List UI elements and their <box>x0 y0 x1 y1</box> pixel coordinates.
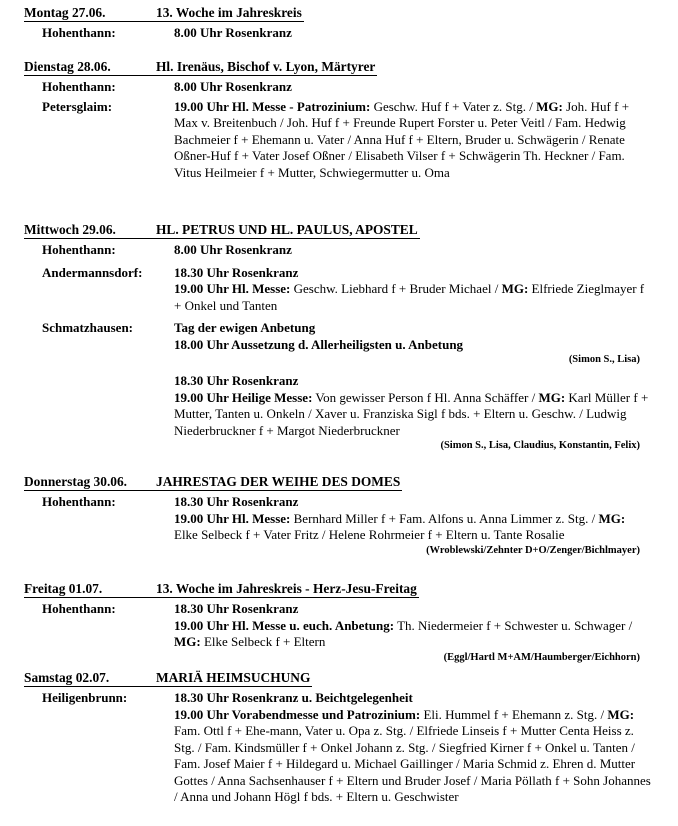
entry-line <box>174 373 652 390</box>
mg-label: MG: <box>536 98 563 114</box>
entry-content <box>174 25 652 42</box>
schedule-entry <box>24 690 664 806</box>
service-time: Tag der ewigen Anbetung <box>174 320 316 335</box>
entry-line <box>174 707 652 806</box>
schedule-entry <box>24 99 664 182</box>
service-time: 18.00 Uhr Aussetzung d. Allerheiligsten u. Anbetung <box>174 336 464 352</box>
intention-text: Geschw. Huf f + Vater z. Stg. / <box>370 98 537 114</box>
entry-content <box>174 99 652 182</box>
entry-line <box>174 99 652 182</box>
ministrants-note: (Wroblewski/Zehnter D+O/Zenger/Bichlmayer) <box>426 544 640 556</box>
mg-label: MG: <box>174 634 201 649</box>
entry-content <box>174 242 652 259</box>
day-heading <box>24 669 312 687</box>
entry-content <box>174 601 652 665</box>
service-time: 19.00 Uhr Hl. Messe - Patrozinium: <box>174 98 371 114</box>
schedule-entry <box>24 79 664 96</box>
day-heading <box>24 580 419 598</box>
entry-line <box>174 618 652 651</box>
intention-text: Karl Müller f + Mutter, Tanten u. Onkeln / Xaver u. Franziska Sigl f bds. + Eltern u. Geschw. / Ludwig Niederbruckner f + Margot Niederbruckner <box>174 389 649 438</box>
day-block <box>24 669 664 806</box>
service-time: 8.00 Uhr Rosenkranz <box>174 25 292 40</box>
place-name: Petersglaim: <box>42 98 113 114</box>
schedule-entry <box>24 601 664 665</box>
intention-text: Fam. Ottl f + Ehe-mann, Vater u. Opa z. Stg. / Elfriede Linseis f + Mutter Centa Heiss z. Stg. / Fam. Kindsmüller f + Onkel Johann z. Stg. / Siegfried Kirner f + Onkel u. Tanten / Fam. Josef Maier f + Hildegard u. Michael Gaillinger / Maria Schmid z. Ehren d. Mutter Gottes / Anna Sachsenhauser f + Eltern und Bruder Josef / Maria Pöllath f + Sohn Johannes / Anna und Johann Högl f bds. + Eltern u. Geschwister <box>174 723 651 804</box>
intention-text: Bernhard Miller f + Fam. Alfons u. Anna Limmer z. Stg. / <box>290 510 599 526</box>
entry-line <box>174 690 652 707</box>
place-name: Andermannsdorf: <box>42 264 143 280</box>
day-title: HL. PETRUS UND HL. PAULUS, APOSTEL <box>156 222 418 237</box>
service-time: 19.00 Uhr Heilige Messe: <box>174 389 313 405</box>
entry-line <box>174 242 652 259</box>
intention-text: Eli. Hummel f + Ehemann z. Stg. / <box>420 706 608 722</box>
day-heading <box>24 4 304 22</box>
intention-text: Geschw. Liebhard f + Bruder Michael / <box>290 281 502 296</box>
service-time: 8.00 Uhr Rosenkranz <box>174 242 292 257</box>
entry-content <box>174 79 652 96</box>
service-time: 19.00 Uhr Hl. Messe u. euch. Anbetung: <box>174 617 395 633</box>
place-name: Hohenthann: <box>42 79 116 94</box>
day-date: Dienstag 28.06. <box>24 59 111 74</box>
entry-line <box>174 601 652 618</box>
intention-text: Elfriede Zieglmayer f + Onkel und Tanten <box>174 281 645 313</box>
day-title: 13. Woche im Jahreskreis <box>156 5 302 20</box>
entry-line <box>174 265 652 282</box>
schedule-entry <box>24 494 664 558</box>
entry-content <box>174 320 652 367</box>
day-block <box>24 580 664 665</box>
service-time: 18.30 Uhr Rosenkranz <box>174 601 299 616</box>
entry-line <box>174 79 652 96</box>
day-title: JAHRESTAG DER WEIHE DES DOMES <box>156 474 401 489</box>
place-name: Heiligenbrunn: <box>42 690 128 705</box>
day-block <box>24 473 664 558</box>
service-time: 19.00 Uhr Vorabendmesse und Patrozinium: <box>174 706 421 722</box>
intention-text: Von gewisser Person f Hl. Anna Schäffer / <box>312 389 539 405</box>
day-date: Mittwoch 29.06. <box>24 222 116 237</box>
entry-content <box>174 690 652 806</box>
ministrants-note: (Eggl/Hartl M+AM/Haumberger/Eichhorn) <box>443 651 640 663</box>
schedule-entry <box>24 373 664 453</box>
entry-content <box>174 373 652 453</box>
schedule-entry <box>24 242 664 259</box>
place-name: Hohenthann: <box>42 494 116 509</box>
service-time: 19.00 Uhr Hl. Messe: <box>174 510 291 526</box>
day-date: Samstag 02.07. <box>24 670 110 685</box>
day-block <box>24 58 664 181</box>
place-name: Hohenthann: <box>42 242 116 257</box>
day-title: 13. Woche im Jahreskreis - Herz-Jesu-Freitag <box>156 581 417 596</box>
entry-content <box>174 494 652 558</box>
day-block <box>24 221 664 453</box>
mg-label: MG: <box>538 389 566 405</box>
entry-line <box>174 337 652 354</box>
entry-line <box>174 511 652 544</box>
mg-label: MG: <box>607 706 635 722</box>
intention-text: Elke Selbeck f + Vater Fritz / Helene Rohrmeier f + Eltern u. Tante Rosalie <box>174 527 565 542</box>
day-date: Freitag 01.07. <box>24 581 103 596</box>
service-time: 19.00 Uhr Hl. Messe: <box>174 281 291 296</box>
service-time: 8.00 Uhr Rosenkranz <box>174 79 292 94</box>
service-time: 18.30 Uhr Rosenkranz <box>174 373 299 388</box>
day-date: Montag 27.06. <box>24 5 106 20</box>
ministrants-note: (Simon S., Lisa) <box>568 354 640 365</box>
day-date: Donnerstag 30.06. <box>24 474 128 489</box>
intention-text: Joh. Huf f + Max v. Breitenbuch / Joh. Huf f + Freunde Rupert Forster u. Peter Veitl / Fam. Hedwig Bachmeier f + Ehemann u. Vater / Anna Huf f + Eltern, Bruder u. Schwägerin / Renate Oßner-Huf f + Vater Josef Oßner / Elisabeth Vilser f + Schwägerin Th. Heckner / Fam. Vitus Heilmeier f + Mutter, Schwiegermutter u. Oma <box>174 98 630 180</box>
place-name: Hohenthann: <box>42 601 116 616</box>
entry-line <box>174 281 652 314</box>
intention-text: Elke Selbeck f + Eltern <box>200 634 326 649</box>
entry-line <box>174 494 652 511</box>
mg-label: MG: <box>501 281 529 296</box>
place-name: Hohenthann: <box>42 25 116 40</box>
day-block <box>24 4 664 42</box>
mg-label: MG: <box>598 510 626 526</box>
service-time: 18.30 Uhr Rosenkranz u. Beichtgelegenheit <box>174 690 413 705</box>
day-heading <box>24 221 420 239</box>
schedule-entry <box>24 25 664 42</box>
entry-content <box>174 265 652 315</box>
schedule-entry <box>24 265 664 315</box>
place-name: Schmatzhausen: <box>42 320 134 335</box>
day-heading <box>24 473 402 491</box>
entry-line <box>174 25 652 42</box>
intention-text: Th. Niedermeier f + Schwester u. Schwager / <box>394 617 633 633</box>
entry-line <box>174 320 652 337</box>
day-heading <box>24 58 377 76</box>
entry-line <box>174 390 652 440</box>
service-time: 18.30 Uhr Rosenkranz <box>174 264 299 280</box>
day-title: MARIÄ HEIMSUCHUNG <box>156 670 311 685</box>
day-title: Hl. Irenäus, Bischof v. Lyon, Märtyrer <box>156 59 376 74</box>
ministrants-note: (Simon S., Lisa, Claudius, Konstantin, Felix) <box>440 440 640 451</box>
service-time: 18.30 Uhr Rosenkranz <box>174 494 299 509</box>
schedule-entry <box>24 320 664 367</box>
